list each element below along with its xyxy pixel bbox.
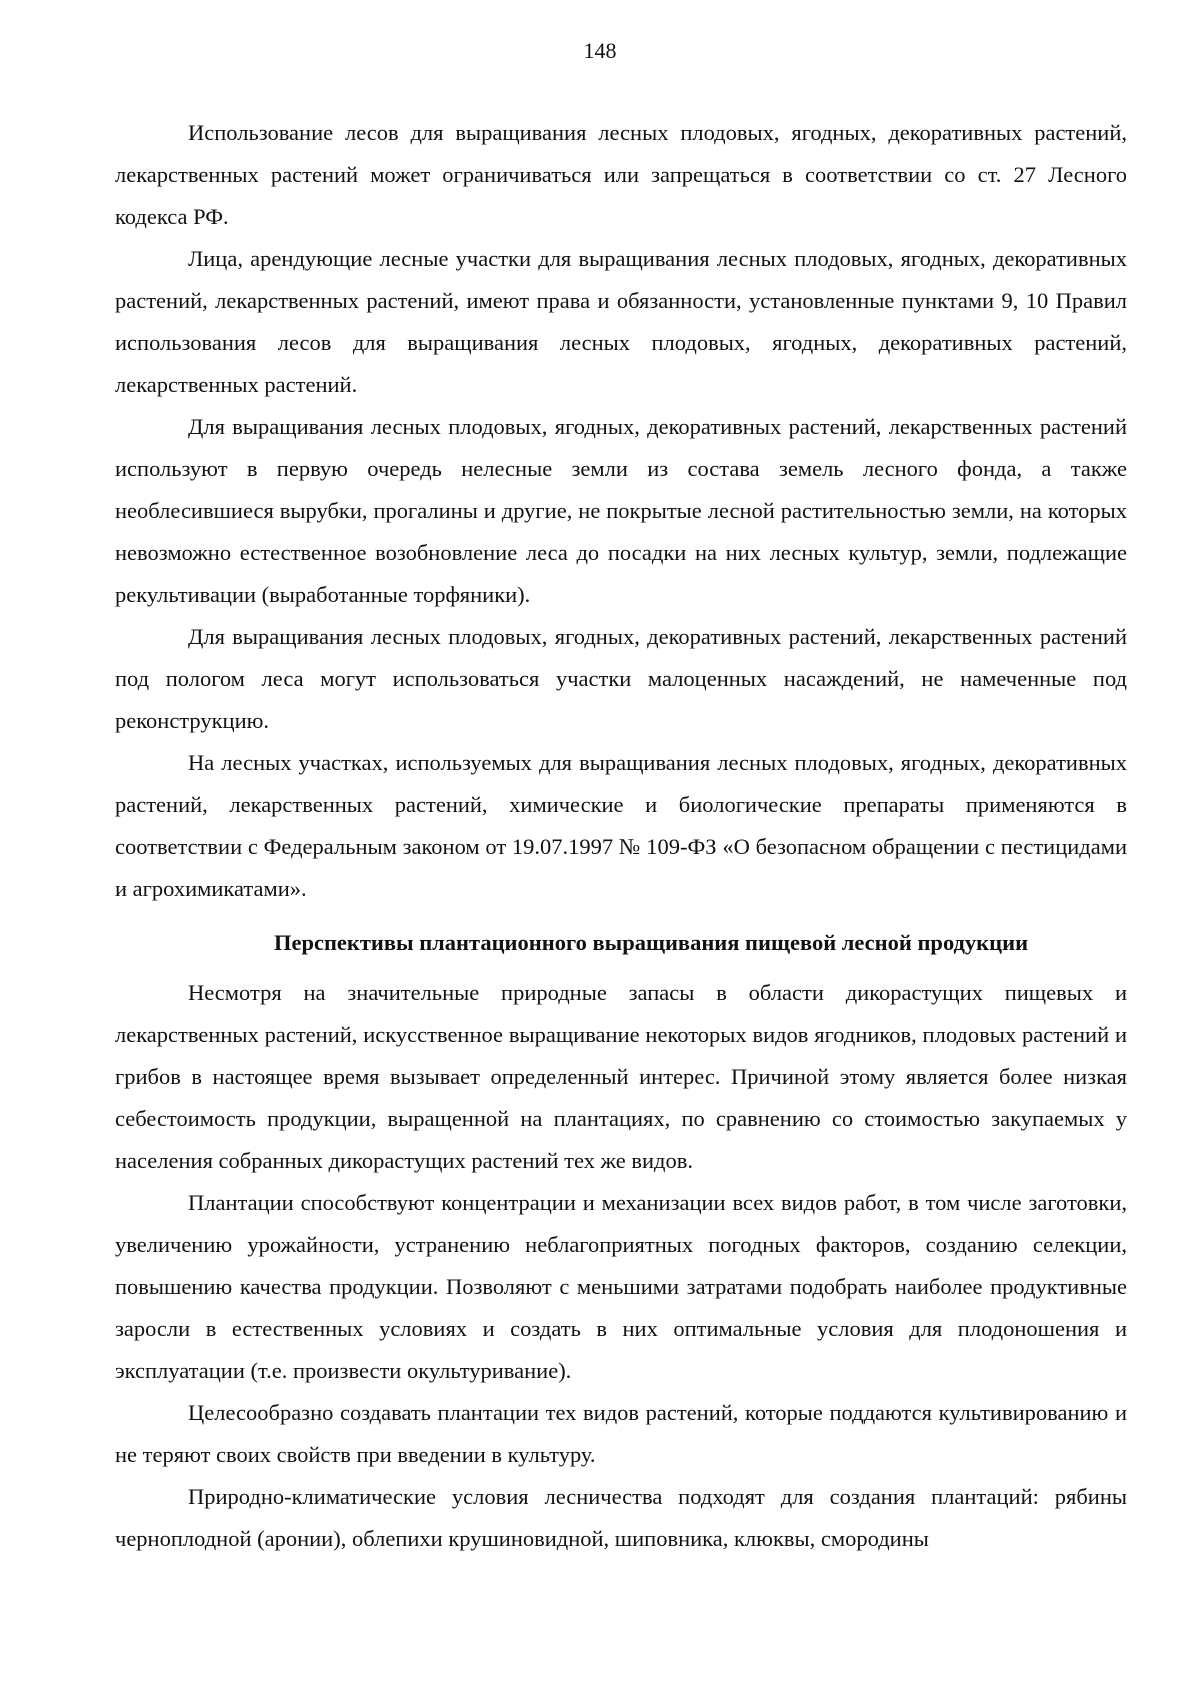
paragraph-land-selection: Для выращивания лесных плодовых, ягодных, декоративных растений, лекарственных растений используют в первую очередь нелесные земли из состава земель лесного фонда, а также необлесившиеся вырубки, прогалины и другие, не покрытые лесной растительностью земли, на которых невозможно естественное возобновление леса до посадки на них лесных культур, земли, подлежащие рекультивации (выработанные торфяники). [115, 414, 1127, 607]
paragraph-chemicals: На лесных участках, используемых для выращивания лесных плодовых, ягодных, декоративных растений, лекарственных растений, химические и биологические препараты применяются в соответствии с Федеральным законом от 19.07.1997 № 109-ФЗ «О безопасном обращении с пестицидами и агрохимикатами». [115, 750, 1127, 901]
paragraph-climate-conditions: Природно-климатические условия лесничества подходят для создания плантаций: рябины черноплодной (аронии), облепихи крушиновидной, шиповника, клюквы, смородины [115, 1484, 1127, 1551]
document-body [115, 112, 1127, 1560]
paragraph-forest-use-restriction: Использование лесов для выращивания лесных плодовых, ягодных, декоративных растений, лекарственных растений может ограничиваться или запрещаться в соответствии со ст. 27 Лесного кодекса РФ. [115, 120, 1127, 229]
paragraph-lessee-rights: Лица, арендующие лесные участки для выращивания лесных плодовых, ягодных, декоративных растений, лекарственных растений, имеют права и обязанности, установленные пунктами 9, 10 Правил использования лесов для выращивания лесных плодовых, ягодных, декоративных растений, лекарственных растений. [115, 246, 1127, 397]
page-number: 148 [583, 38, 617, 63]
paragraph-suitable-species: Целесообразно создавать плантации тех видов растений, которые поддаются культивированию и не теряют своих свойств при введении в культуру. [115, 1400, 1127, 1467]
paragraph-artificial-cultivation: Несмотря на значительные природные запасы в области дикорастущих пищевых и лекарственных растений, искусственное выращивание некоторых видов ягодников, плодовых растений и грибов в настоящее время вызывает определенный интерес. Причиной этому является более низкая себестоимость продукции, выращенной на плантациях, по сравнению со стоимостью закупаемых у населения собранных дикорастущих растений тех же видов. [115, 980, 1127, 1173]
paragraph-under-canopy: Для выращивания лесных плодовых, ягодных, декоративных растений, лекарственных растений под пологом леса могут использоваться участки малоценных насаждений, не намеченные под реконструкцию. [115, 624, 1127, 733]
section-heading: Перспективы плантационного выращивания пищевой лесной продукции [273, 930, 1029, 955]
paragraph-plantation-benefits: Плантации способствуют концентрации и механизации всех видов работ, в том числе заготовки, увеличению урожайности, устранению неблагоприятных погодных факторов, созданию селекции, повышению качества продукции. Позволяют с меньшими затратами подобрать наиболее продуктивные заросли в естественных условиях и создать в них оптимальные условия для плодоношения и эксплуатации (т.е. произвести окультуривание). [115, 1190, 1127, 1383]
